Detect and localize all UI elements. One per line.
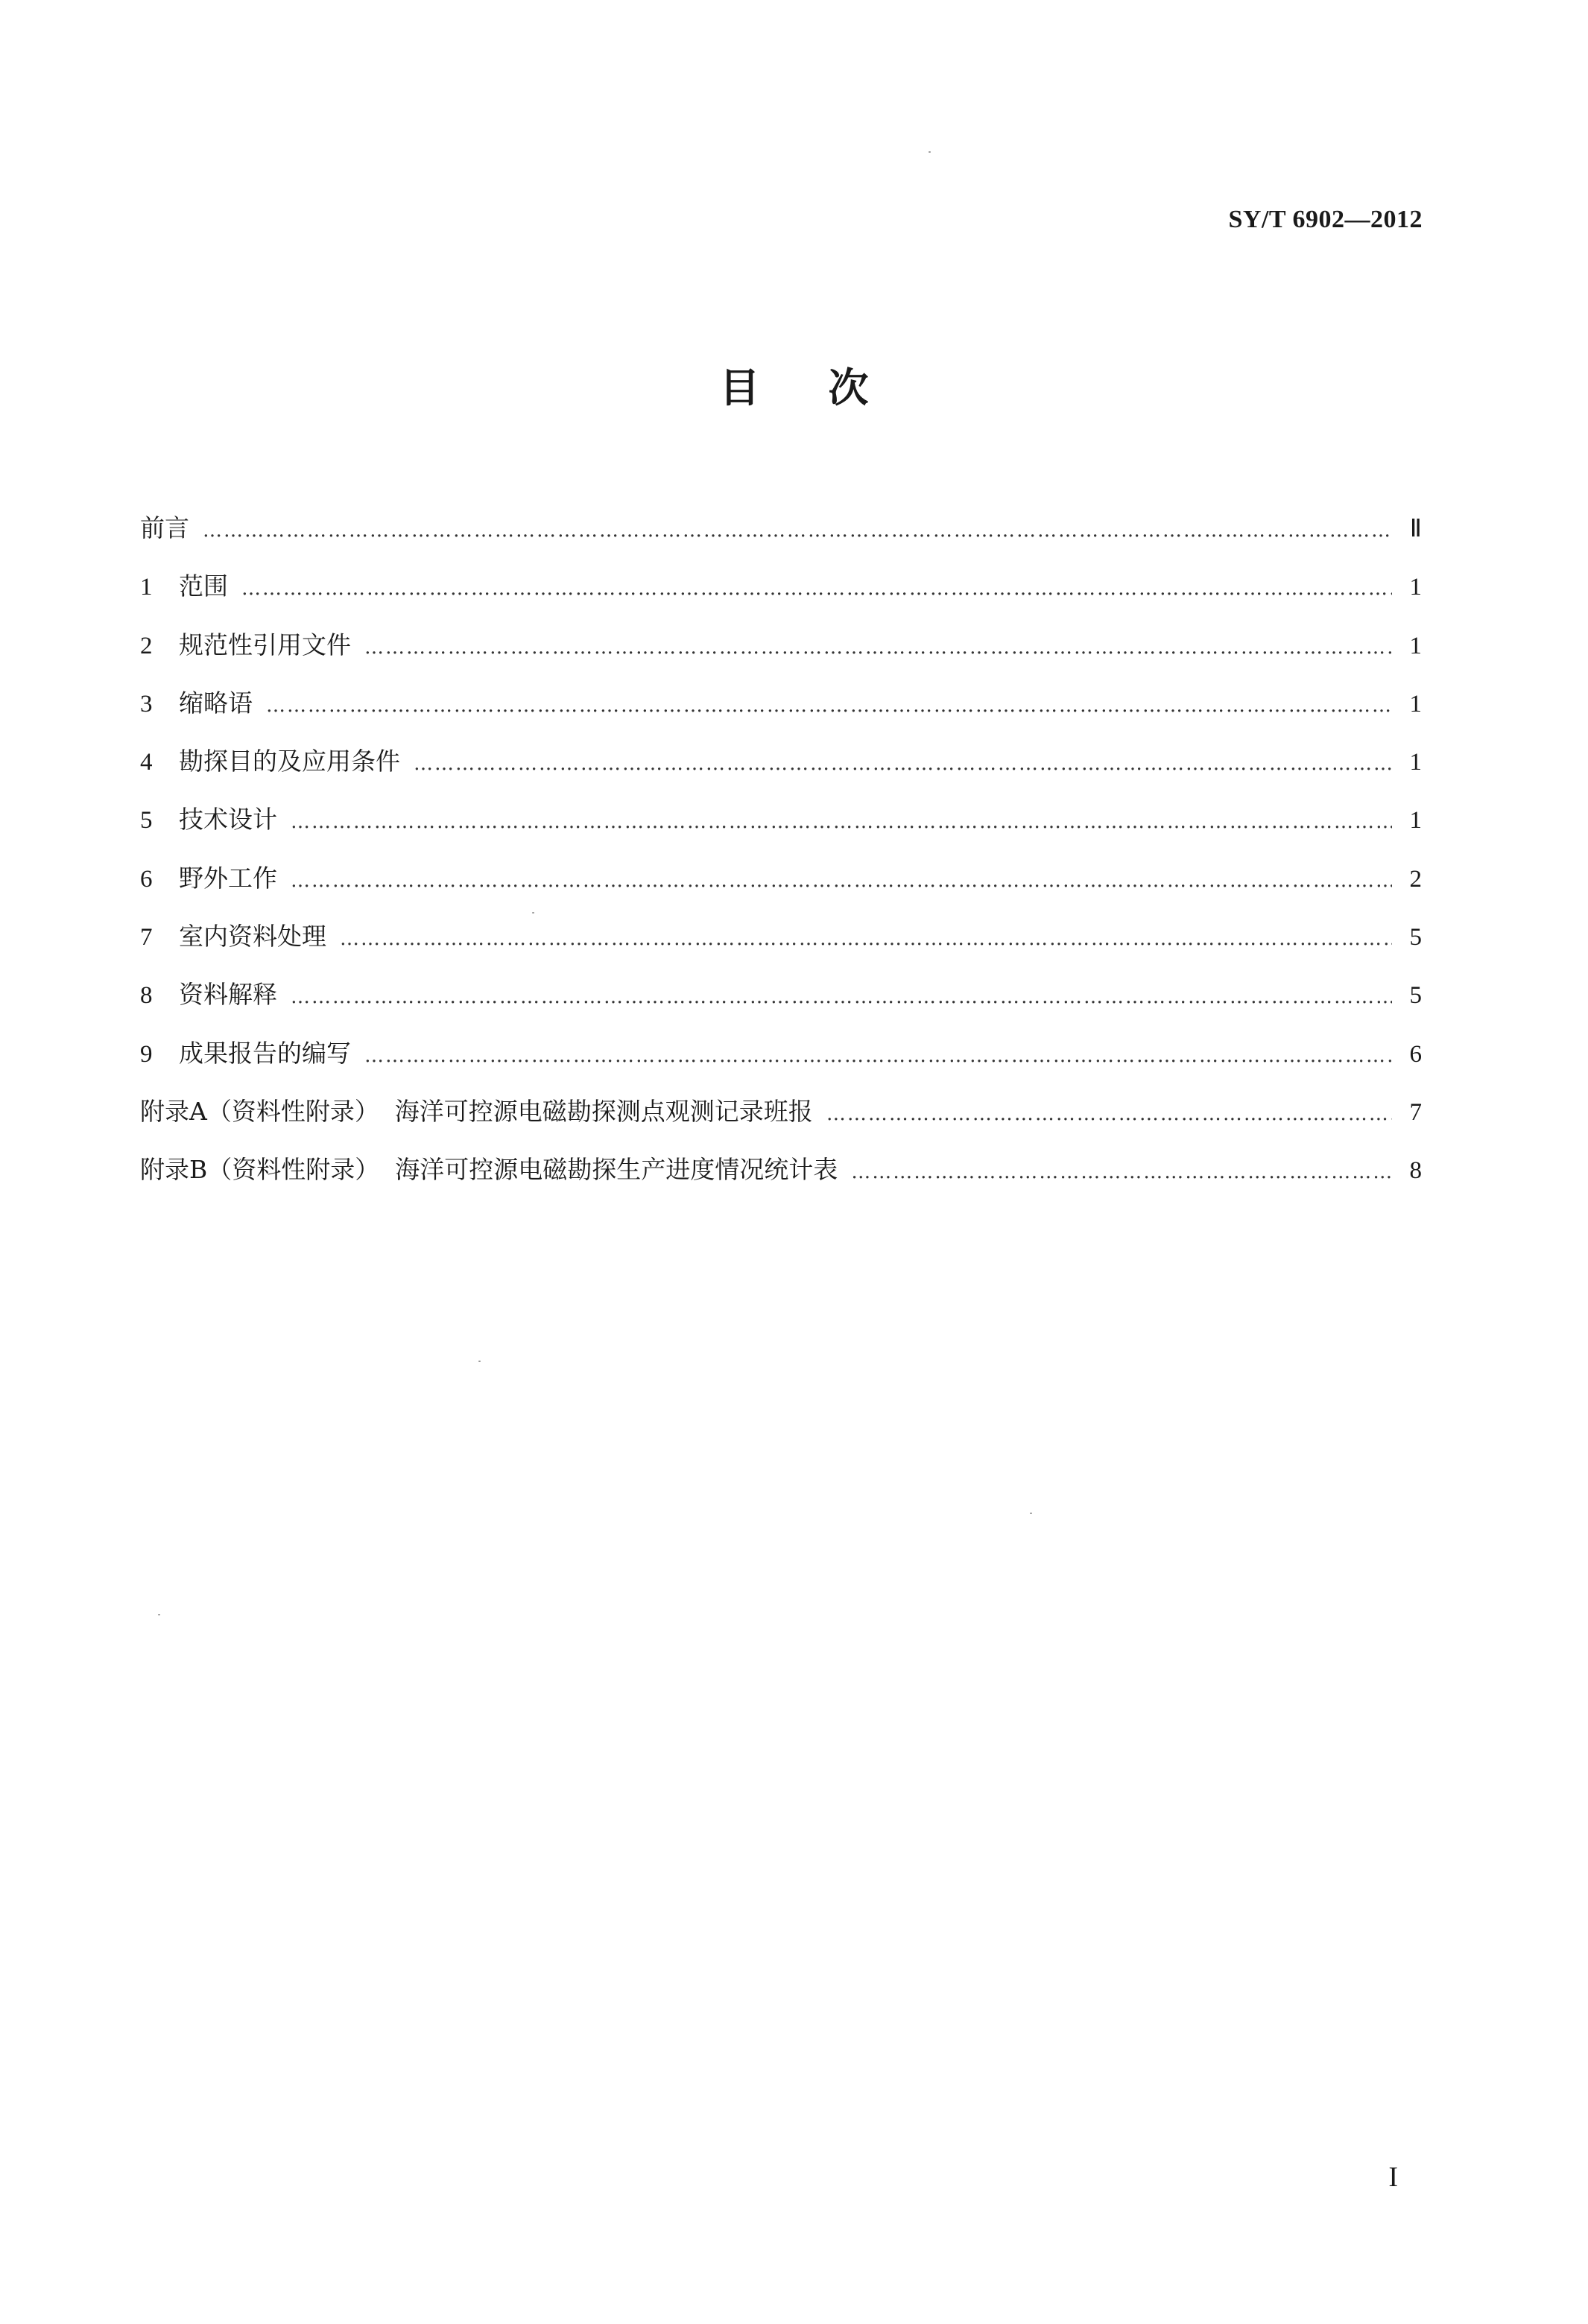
toc-item-number: 1: [140, 574, 153, 601]
scan-speck: [929, 151, 931, 153]
page-title: [0, 356, 1588, 414]
toc-item-label: 室内资料处理: [179, 922, 326, 952]
toc-item-label: 勘探目的及应用条件: [179, 747, 400, 776]
toc-item-label: 技术设计: [179, 805, 277, 835]
scan-speck: [1030, 1513, 1032, 1514]
scan-speck: [478, 1361, 481, 1362]
toc-item-7[interactable]: [140, 908, 1422, 966]
toc-item-1[interactable]: [140, 557, 1422, 615]
toc-item-page: 5: [1409, 924, 1422, 952]
dot-leader: [826, 1085, 1392, 1143]
toc-item-3[interactable]: [140, 674, 1422, 732]
toc-item-number: 2: [140, 632, 153, 659]
toc-item-appendix-a[interactable]: [140, 1083, 1422, 1141]
toc-item-page: 7: [1409, 1098, 1422, 1126]
dot-leader: [291, 793, 1392, 851]
toc-item-label: 范围: [179, 571, 228, 601]
dot-leader: [266, 677, 1392, 735]
toc-item-8[interactable]: [140, 966, 1422, 1024]
toc-item-page: 1: [1409, 632, 1422, 659]
title-char-2: 次: [828, 364, 869, 411]
toc-item-label: 附录A（资料性附录） 海洋可控源电磁勘探测点观测记录班报: [140, 1096, 813, 1126]
toc-item-label: 成果报告的编写: [179, 1038, 351, 1068]
dot-leader: [291, 852, 1392, 910]
toc-item-label: 资料解释: [179, 980, 277, 1010]
toc-item-number: 4: [140, 749, 153, 776]
scan-speck: [158, 1614, 160, 1615]
dot-leader: [340, 910, 1392, 968]
dot-leader: [203, 501, 1392, 560]
dot-leader: [851, 1143, 1392, 1201]
toc-item-page: Ⅱ: [1409, 516, 1422, 542]
toc-item-label: 前言: [140, 513, 189, 542]
toc-item-page: 2: [1409, 865, 1422, 893]
toc-item-label: 缩略语: [179, 688, 253, 718]
toc-item-page: 1: [1409, 574, 1422, 601]
scan-speck: [532, 912, 534, 914]
toc-item-number: 7: [140, 924, 153, 952]
toc-item-4[interactable]: [140, 732, 1422, 791]
dot-leader: [291, 968, 1392, 1026]
toc-item-number: 6: [140, 865, 153, 893]
toc-item-page: 6: [1409, 1040, 1422, 1068]
toc-item-page: 8: [1409, 1157, 1422, 1185]
toc-item-5[interactable]: [140, 791, 1422, 849]
toc-item-number: 9: [140, 1040, 153, 1068]
toc-item-9[interactable]: [140, 1025, 1422, 1083]
dot-leader: [414, 735, 1392, 793]
toc-item-number: 8: [140, 982, 153, 1010]
toc-item-6[interactable]: [140, 849, 1422, 908]
toc-item-2[interactable]: [140, 616, 1422, 674]
toc-item-label: 附录B（资料性附录） 海洋可控源电磁勘探生产进度情况统计表: [140, 1155, 838, 1185]
dot-leader: [241, 560, 1392, 618]
title-char-1: 目: [719, 364, 760, 411]
toc-item-number: 3: [140, 690, 153, 718]
document-code: SY/T 6902—2012: [1228, 206, 1423, 233]
toc-item-foreword[interactable]: [140, 499, 1422, 557]
dot-leader: [364, 1027, 1392, 1085]
toc-item-page: 5: [1409, 982, 1422, 1010]
toc-item-page: 1: [1409, 749, 1422, 776]
table-of-contents: [140, 499, 1422, 1200]
toc-item-label: 规范性引用文件: [179, 630, 351, 659]
toc-item-number: 5: [140, 807, 153, 835]
toc-item-label: 野外工作: [179, 863, 277, 893]
page-number: I: [1388, 2162, 1398, 2193]
dot-leader: [364, 618, 1392, 677]
toc-item-appendix-b[interactable]: [140, 1141, 1422, 1199]
toc-item-page: 1: [1409, 807, 1422, 835]
toc-item-page: 1: [1409, 690, 1422, 718]
